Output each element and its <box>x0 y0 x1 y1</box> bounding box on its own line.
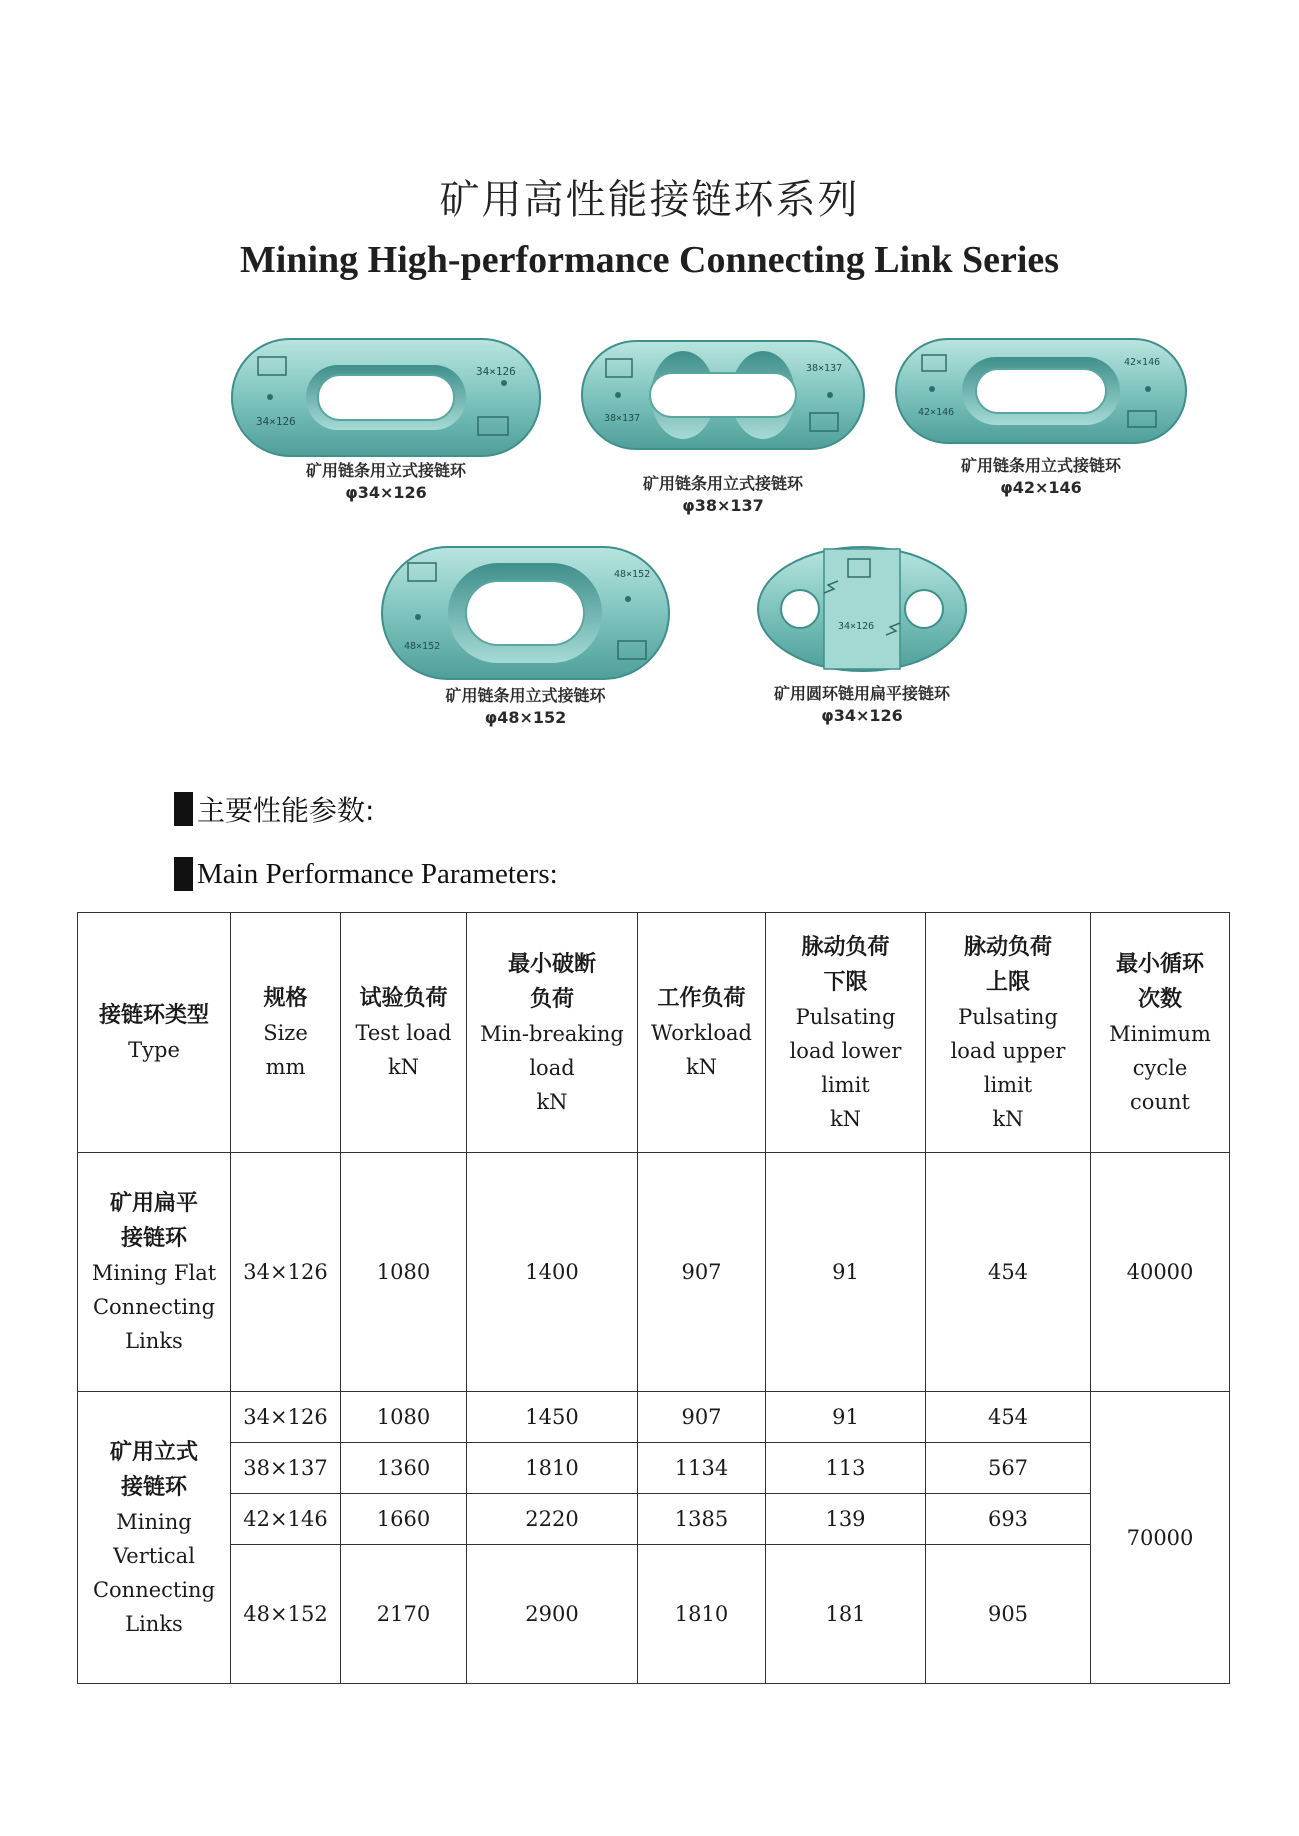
type-cell-vertical: 矿用立式 接链环 Mining Vertical Connecting Links <box>78 1392 231 1684</box>
table-row <box>78 1494 1230 1545</box>
size-cell: 42×146 <box>231 1494 341 1545</box>
product-vertical-link-34x126 <box>228 335 544 504</box>
vertical-link-image <box>892 335 1190 447</box>
link-mark: 48×152 <box>614 569 651 580</box>
title-english: Mining High-performance Connecting Link Series <box>239 239 1060 281</box>
test-load-cell: 1660 <box>341 1494 467 1545</box>
min-breaking-cell: 2900 <box>467 1545 638 1684</box>
size-cell: 34×126 <box>231 1392 341 1443</box>
workload-cell: 907 <box>638 1392 766 1443</box>
header-pulsating-upper: 脉动负荷 上限 Pulsating load upper limit kN <box>926 913 1091 1153</box>
pulsating-upper-cell: 454 <box>926 1392 1091 1443</box>
product-vertical-link-42x146 <box>892 335 1190 499</box>
link-mark: 34×126 <box>838 621 875 632</box>
product-vertical-link-38x137 <box>578 337 868 517</box>
table-row <box>78 1392 1230 1443</box>
product-vertical-link-48x152 <box>378 543 673 729</box>
workload-cell: 907 <box>638 1153 766 1392</box>
header-type: 接链环类型 Type <box>78 913 231 1153</box>
vertical-link-image <box>578 337 868 453</box>
cycle-count-cell: 40000 <box>1091 1153 1230 1392</box>
link-mark: 48×152 <box>404 641 441 652</box>
product-name: 矿用圆环链用扁平接链环 <box>773 684 950 703</box>
header-workload: 工作负荷 Workload kN <box>638 913 766 1153</box>
header-pulsating-lower: 脉动负荷 下限 Pulsating load lower limit kN <box>766 913 926 1153</box>
product-spec: φ48×152 <box>484 708 567 727</box>
workload-cell: 1810 <box>638 1545 766 1684</box>
product-name: 矿用链条用立式接链环 <box>445 686 606 705</box>
table-row <box>78 1153 1230 1392</box>
header-min-breaking-load: 最小破断 负荷 Min-breaking load kN <box>467 913 638 1153</box>
flat-link-image <box>752 543 972 675</box>
heading-text: Main Performance Parameters: <box>197 857 558 890</box>
link-mark: 42×146 <box>918 407 955 418</box>
product-spec: φ38×137 <box>682 496 764 515</box>
test-load-cell: 2170 <box>341 1545 467 1684</box>
test-load-cell: 1080 <box>341 1392 467 1443</box>
pulsating-upper-cell: 454 <box>926 1153 1091 1392</box>
heading-marker <box>174 792 193 826</box>
section-heading-english <box>174 857 558 891</box>
workload-cell: 1385 <box>638 1494 766 1545</box>
vertical-link-image <box>228 335 544 460</box>
pulsating-lower-cell: 139 <box>766 1494 926 1545</box>
type-cell-flat: 矿用扁平 接链环 Mining Flat Connecting Links <box>78 1153 231 1392</box>
product-name: 矿用链条用立式接链环 <box>642 474 803 493</box>
header-test-load: 试验负荷 Test load kN <box>341 913 467 1153</box>
link-mark: 38×137 <box>806 363 843 374</box>
min-breaking-cell: 2220 <box>467 1494 638 1545</box>
min-breaking-cell: 1400 <box>467 1153 638 1392</box>
pulsating-lower-cell: 181 <box>766 1545 926 1684</box>
link-mark: 42×146 <box>1124 357 1161 368</box>
product-name: 矿用链条用立式接链环 <box>305 461 466 480</box>
pulsating-lower-cell: 91 <box>766 1392 926 1443</box>
product-flat-link-34x126 <box>752 543 972 727</box>
size-cell: 34×126 <box>231 1153 341 1392</box>
product-spec: φ34×126 <box>345 483 427 502</box>
header-min-cycle-count: 最小循环 次数 Minimum cycle count <box>1091 913 1230 1153</box>
table-row <box>78 1443 1230 1494</box>
min-breaking-cell: 1810 <box>467 1443 638 1494</box>
size-cell: 48×152 <box>231 1545 341 1684</box>
link-mark: 34×126 <box>476 365 516 378</box>
test-load-cell: 1360 <box>341 1443 467 1494</box>
product-spec: φ42×146 <box>1000 478 1082 497</box>
table-header-row <box>78 913 1230 1153</box>
pulsating-upper-cell: 693 <box>926 1494 1091 1545</box>
min-breaking-cell: 1450 <box>467 1392 638 1443</box>
performance-table <box>77 912 1230 1684</box>
header-size: 规格 Size mm <box>231 913 341 1153</box>
heading-text: 主要性能参数: <box>197 794 375 827</box>
pulsating-upper-cell: 567 <box>926 1443 1091 1494</box>
test-load-cell: 1080 <box>341 1153 467 1392</box>
product-name: 矿用链条用立式接链环 <box>960 456 1121 475</box>
section-heading-chinese <box>174 789 374 829</box>
pulsating-lower-cell: 113 <box>766 1443 926 1494</box>
size-cell: 38×137 <box>231 1443 341 1494</box>
product-spec: φ34×126 <box>821 706 903 725</box>
cycle-count-cell: 70000 <box>1091 1392 1230 1684</box>
pulsating-upper-cell: 905 <box>926 1545 1091 1684</box>
heading-marker <box>174 857 193 891</box>
pulsating-lower-cell: 91 <box>766 1153 926 1392</box>
workload-cell: 1134 <box>638 1443 766 1494</box>
title-chinese: 矿用高性能接链环系列 <box>439 177 860 223</box>
link-mark: 38×137 <box>604 413 641 424</box>
link-mark: 34×126 <box>256 415 296 428</box>
table-row <box>78 1545 1230 1684</box>
vertical-link-image <box>378 543 673 683</box>
